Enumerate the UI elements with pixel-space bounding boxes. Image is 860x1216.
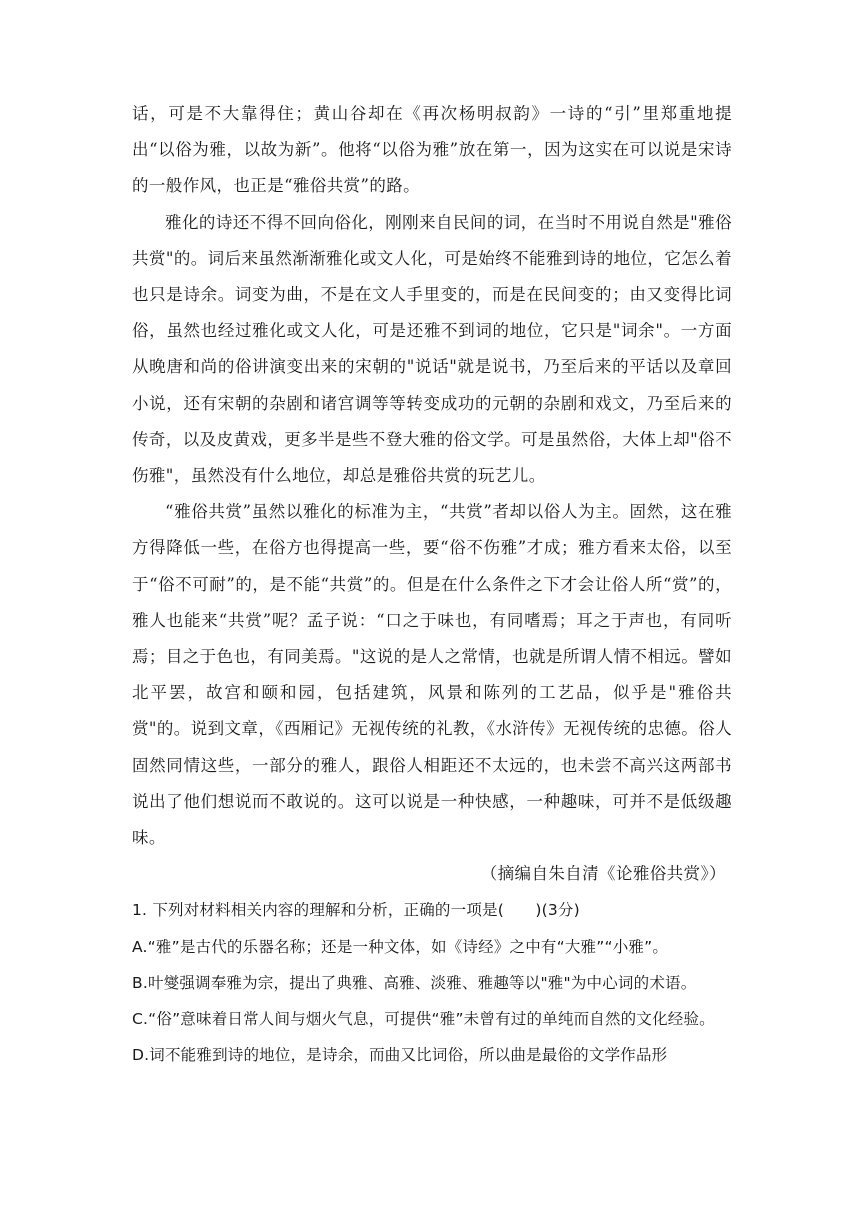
option-b: B.叶燮强调奉雅为宗，提出了典雅、高雅、淡雅、雅趣等以"雅"为中心词的术语。 [132,973,697,992]
question-title: 1. 下列对材料相关内容的理解和分析，正确的一项是( )(3分) [132,901,580,920]
passage-source: （摘编自朱自清《论雅俗共赏》） [480,864,726,884]
option-c: C.“俗”意味着日常人间与烟火气息，可提供“雅”未曾有过的单纯而自然的文化经验。 [132,1010,715,1029]
question-1 [132,892,732,1073]
option-a: A.“雅”是古代的乐器名称；还是一种文体，如《诗经》之中有“大雅”“小雅”。 [132,937,669,956]
document-body [132,96,732,1073]
passage-paragraph-1: 话，可是不大靠得住；黄山谷却在《再次杨明叔韵》一诗的“引”里郑重地提出“以俗为雅，以故为新”。他将“以俗为雅”放在第一，因为这实在可以说是宋诗的一般作风，也正是“雅俗共赏”的路。 [132,104,732,196]
passage-paragraph-2: 雅化的诗还不得不回向俗化，刚刚来自民间的词，在当时不用说自然是"雅俗共赏"的。词后来虽然渐渐雅化或文人化，可是始终不能雅到诗的地位，它怎么着也只是诗余。词变为曲，不是在文人手里变的，而是在民间变的；由又变得比词俗，虽然也经过雅化或文人化，可是还雅不到词的地位，它只是"词余"。一方面从晚唐和尚的俗讲演变出来的宋朝的"说话"就是说书，乃至后来的平话以及章回小说，还有宋朝的杂剧和诸宫调等等转变成功的元朝的杂剧和戏文，乃至后来的传奇，以及皮黄戏，更多半是些不登大雅的俗文学。可是虽然俗，大体上却"俗不伤雅"，虽然没有什么地位，却总是雅俗共赏的玩艺儿。 [132,212,732,486]
passage-paragraph-3: “雅俗共赏”虽然以雅化的标准为主，“共赏”者却以俗人为主。固然，这在雅方得降低一些，在俗方也得提高一些，要“俗不伤雅”才成；雅方看来太俗，以至于“俗不可耐”的，是不能“共赏”的。但是在什么条件之下才会让俗人所“赏”的，雅人也能来“共赏”呢？孟子说：“口之于味也，有同嗜焉；耳之于声也，有同听焉；目之于色也，有同美焉。"这说的是人之常情，也就是所谓人情不相远。譬如北平罢，故宫和颐和园，包括建筑，风景和陈列的工艺品，似乎是"雅俗共赏"的。说到文章，《西厢记》无视传统的礼教，《水浒传》无视传统的忠德。俗人固然同情这些，一部分的雅人，跟俗人相距还不太远的，也未尝不高兴这两部书说出了他们想说而不敢说的。这可以说是一种快感，一种趣味，可并不是低级趣味。 [132,502,732,848]
option-d: D.词不能雅到诗的地位，是诗余，而曲又比词俗，所以曲是最俗的文学作品形 [132,1046,668,1065]
